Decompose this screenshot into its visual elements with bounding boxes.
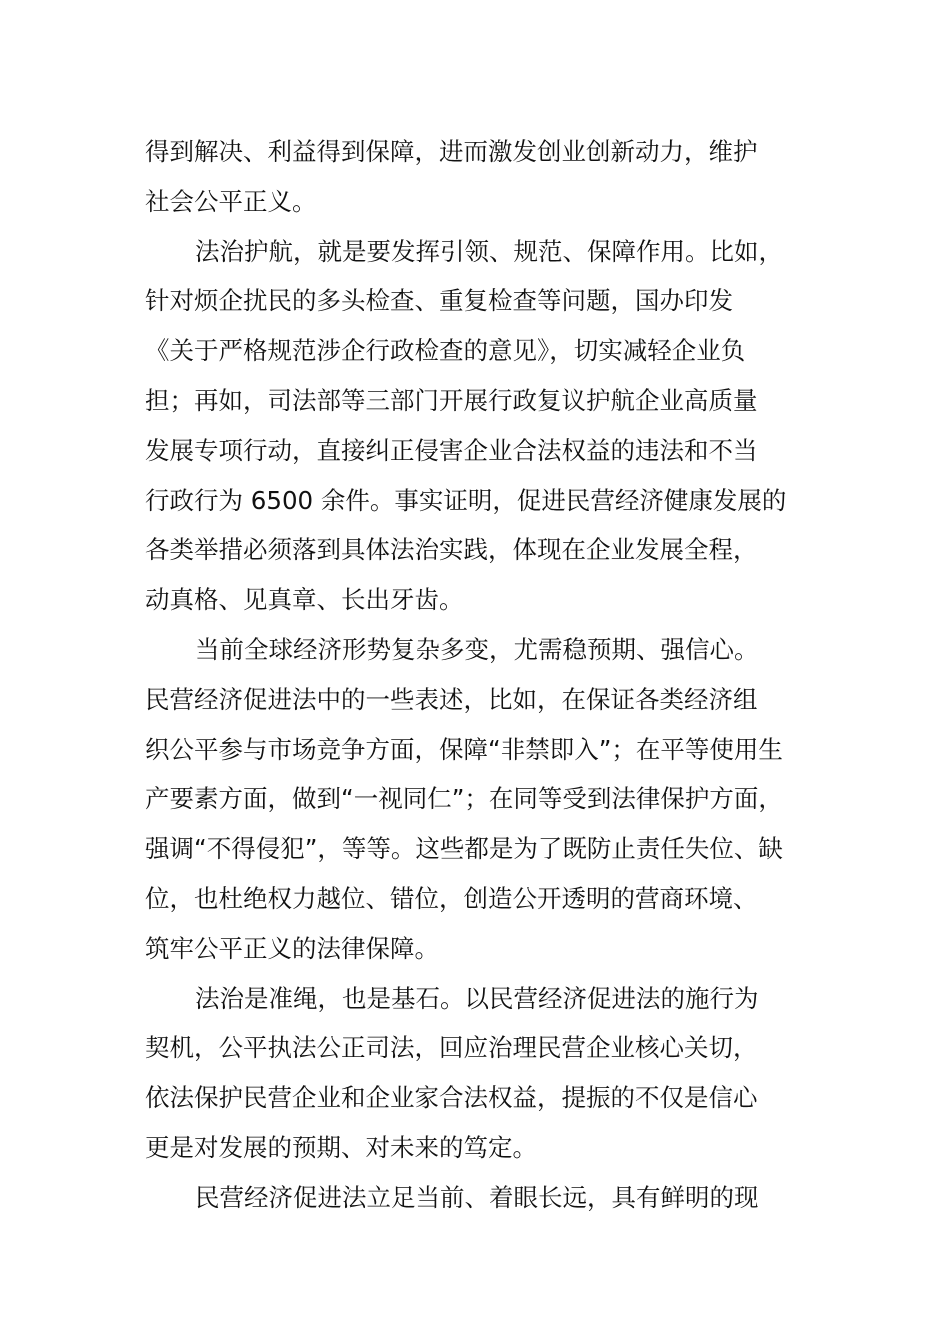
paragraph-first-line: 法治是准绳，也是基石。以民营经济促进法的施行为 <box>195 983 759 1013</box>
text-line: 动真格、见真章、长出牙齿。 <box>145 585 464 615</box>
text-line: 社会公平正义。 <box>145 186 317 216</box>
paragraph-first-line: 法治护航，就是要发挥引领、规范、保障作用。比如， <box>195 236 783 266</box>
text-line: 得到解决、利益得到保障，进而激发创业创新动力，维护 <box>145 137 758 166</box>
text-line: 民营经济促进法中的一些表述，比如，在保证各类经济组 <box>145 684 758 714</box>
text-line: 更是对发展的预期、对未来的笃定。 <box>145 1132 537 1162</box>
text-line: 位，也杜绝权力越位、错位，创造公开透明的营商环境、 <box>145 883 758 913</box>
text-line: 织公平参与市场竞争方面，保障“非禁即入”；在平等使用生 <box>145 734 783 764</box>
text-line: 契机，公平执法公正司法，回应治理民营企业核心关切， <box>145 1033 758 1063</box>
text-line: 担；再如，司法部等三部门开展行政复议护航企业高质量 <box>145 385 758 415</box>
text-line: 强调“不得侵犯”，等等。这些都是为了既防止责任失位、缺 <box>145 834 783 864</box>
paragraph-first-line: 当前全球经济形势复杂多变，尤需稳预期、强信心。 <box>195 634 759 664</box>
text-line: 各类举措必须落到具体法治实践，体现在企业发展全程， <box>145 535 758 565</box>
paragraph-first-line: 民营经济促进法立足当前、着眼长远，具有鲜明的现 <box>195 1182 759 1212</box>
text-line: 筑牢公平正义的法律保障。 <box>145 933 439 963</box>
text-line: 行政行为 6500 余件。事实证明，促进民营经济健康发展的 <box>145 485 787 515</box>
text-line: 发展专项行动，直接纠正侵害企业合法权益的违法和不当 <box>145 435 758 465</box>
text-line: 针对烦企扰民的多头检查、重复检查等问题，国办印发 <box>145 286 733 316</box>
text-line: 《关于严格规范涉企行政检查的意见》，切实减轻企业负 <box>145 336 746 366</box>
text-line: 产要素方面，做到“一视同仁”；在同等受到法律保护方面， <box>145 784 783 814</box>
document-body <box>145 127 815 1223</box>
text-line: 依法保护民营企业和企业家合法权益，提振的不仅是信心 <box>145 1083 758 1113</box>
